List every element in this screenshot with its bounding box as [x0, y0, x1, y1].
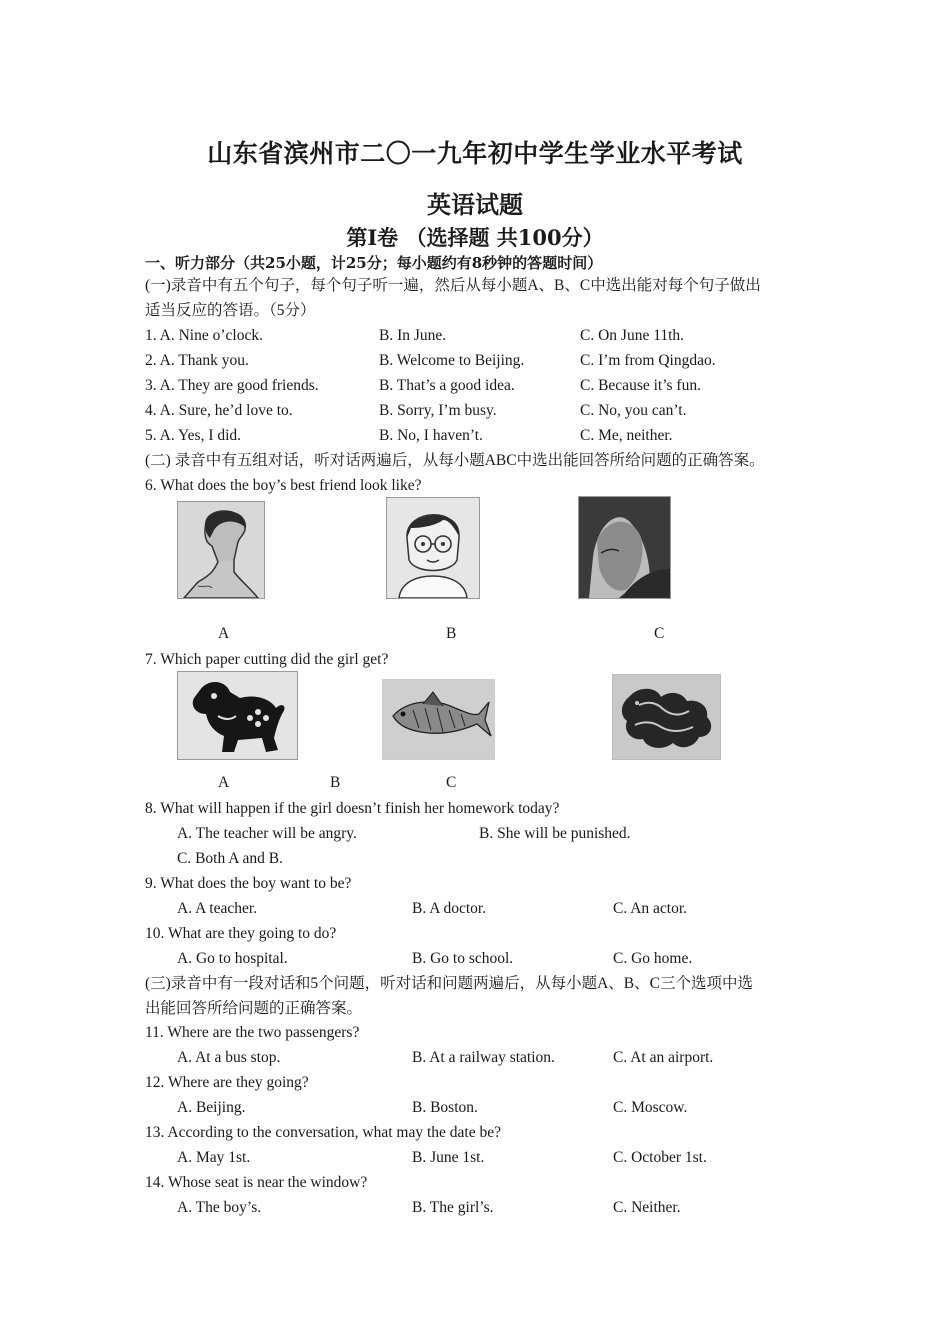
q5-option-a: 5. A. Yes, I did.: [145, 427, 242, 444]
q10-option-a: A. Go to hospital.: [177, 950, 288, 967]
q12-option-c: C. Moscow.: [613, 1099, 688, 1116]
q7-picture-a: [177, 671, 298, 760]
q3-option-c: C. Because it’s fun.: [580, 377, 701, 394]
q13-option-c: C. October 1st.: [613, 1149, 707, 1166]
q7-stem: 7. Which paper cutting did the girl get?: [145, 651, 389, 668]
q5-option-c: C. Me, neither.: [580, 427, 673, 444]
q14-option-b: B. The girl’s.: [412, 1199, 494, 1216]
q7-label-a: A: [218, 774, 230, 791]
q2-option-a: 2. A. Thank you.: [145, 352, 249, 369]
q6-label-b: B: [446, 625, 457, 642]
q8-option-b: B. She will be punished.: [479, 825, 631, 842]
exam-subtitle: 英语试题: [427, 190, 523, 219]
q14-stem: 14. Whose seat is near the window?: [145, 1174, 368, 1191]
q6-label-c: C: [654, 625, 665, 642]
q13-option-a: A. May 1st.: [177, 1149, 251, 1166]
q8-option-c: C. Both A and B.: [177, 850, 283, 867]
q6-picture-a: [177, 501, 265, 599]
q7-label-c: C: [446, 774, 457, 791]
q13-stem: 13. According to the conversation, what may the date be?: [145, 1124, 501, 1141]
q4-option-c: C. No, you can’t.: [580, 402, 687, 419]
q9-stem: 9. What does the boy want to be?: [145, 875, 352, 892]
part3-intro-2: 出能回答所给问题的正确答案。: [145, 1000, 363, 1017]
q12-option-a: A. Beijing.: [177, 1099, 246, 1116]
q2-option-c: C. I’m from Qingdao.: [580, 352, 716, 369]
q6-picture-b: [386, 497, 480, 599]
q6-stem: 6. What does the boy’s best friend look like?: [145, 477, 422, 494]
part3-intro: (三)录音中有一段对话和5个问题，听对话和问题两遍后，从每小题A、B、C三个选项中选: [145, 975, 753, 992]
q11-option-b: B. At a railway station.: [412, 1049, 555, 1066]
q12-option-b: B. Boston.: [412, 1099, 478, 1116]
q14-option-a: A. The boy’s.: [177, 1199, 262, 1216]
section-listening: 一、听力部分（共25小题，计25分；每小题约有8秒钟的答题时间）: [145, 254, 603, 272]
q2-option-b: B. Welcome to Beijing.: [379, 352, 525, 369]
part2-intro: (二) 录音中有五组对话，听对话两遍后，从每小题ABC中选出能回答所给问题的正确答案。: [145, 452, 765, 469]
q13-option-b: B. June 1st.: [412, 1149, 485, 1166]
q11-option-a: A. At a bus stop.: [177, 1049, 281, 1066]
q11-option-c: C. At an airport.: [613, 1049, 714, 1066]
exam-title: 山东省滨州市二〇一九年初中学生学业水平考试: [207, 139, 743, 168]
q5-option-b: B. No, I haven’t.: [379, 427, 483, 444]
part1-intro-2: 适当反应的答语。（5分）: [145, 302, 316, 319]
q3-option-b: B. That’s a good idea.: [379, 377, 515, 394]
q9-option-c: C. An actor.: [613, 900, 688, 917]
q6-picture-c: [578, 496, 671, 599]
q14-option-c: C. Neither.: [613, 1199, 681, 1216]
q10-stem: 10. What are they going to do?: [145, 925, 337, 942]
q7-label-b: B: [330, 774, 341, 791]
q8-option-a: A. The teacher will be angry.: [177, 825, 357, 842]
q9-option-b: B. A doctor.: [412, 900, 487, 917]
q11-stem: 11. Where are the two passengers?: [145, 1024, 360, 1041]
q9-option-a: A. A teacher.: [177, 900, 258, 917]
q1-option-b: B. In June.: [379, 327, 447, 344]
q8-stem: 8. What will happen if the girl doesn’t finish her homework today?: [145, 800, 560, 817]
q7-picture-b: [382, 679, 495, 760]
q10-option-b: B. Go to school.: [412, 950, 514, 967]
q1-option-c: C. On June 11th.: [580, 327, 685, 344]
part-title: 第Ⅰ卷 （选择题 共100分）: [346, 225, 604, 250]
q10-option-c: C. Go home.: [613, 950, 693, 967]
q4-option-b: B. Sorry, I’m busy.: [379, 402, 497, 419]
q1-option-a: 1. A. Nine o’clock.: [145, 327, 263, 344]
q12-stem: 12. Where are they going?: [145, 1074, 309, 1091]
q7-picture-c: [612, 674, 721, 760]
q6-label-a: A: [218, 625, 230, 642]
q4-option-a: 4. A. Sure, he’d love to.: [145, 402, 293, 419]
q3-option-a: 3. A. They are good friends.: [145, 377, 319, 394]
part1-intro: (一)录音中有五个句子，每个句子听一遍，然后从每小题A、B、C中选出能对每个句子做出: [145, 277, 761, 294]
